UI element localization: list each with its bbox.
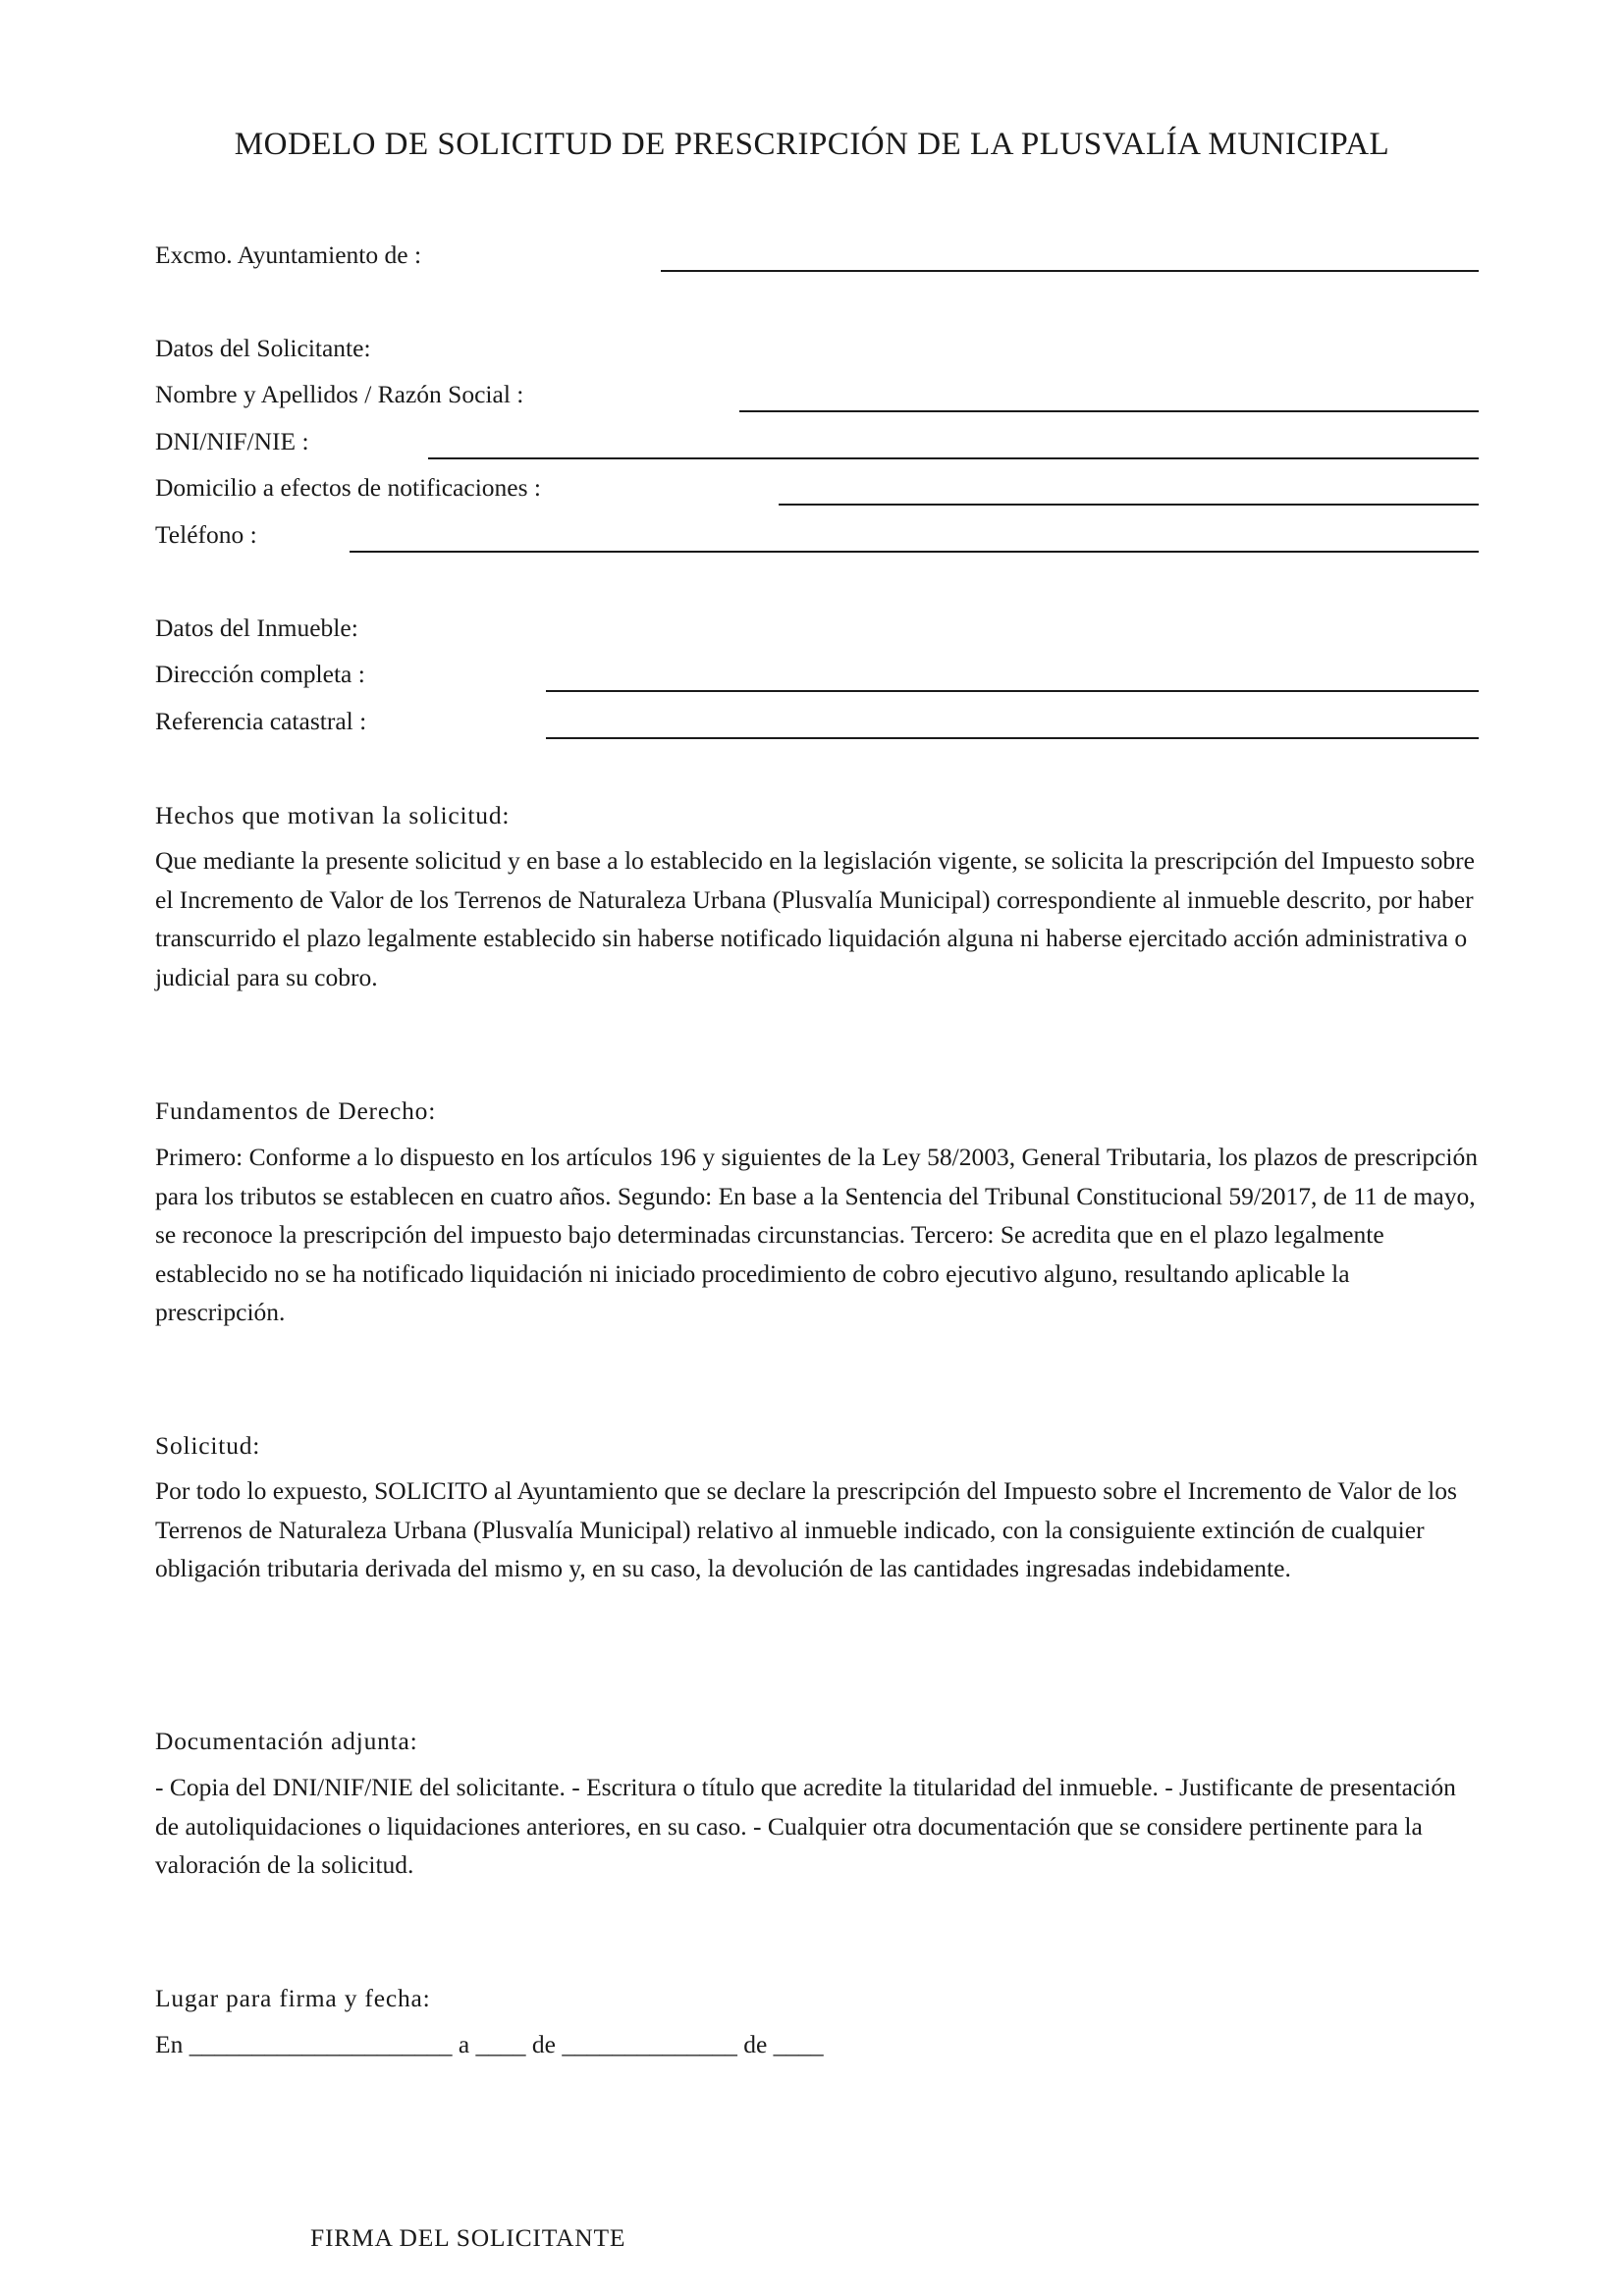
- fundamentos-heading: Fundamentos de Derecho:: [155, 1096, 437, 1125]
- direccion-field-line[interactable]: [546, 690, 1479, 692]
- hechos-paragraph: Que mediante la presente solicitud y en base a lo establecido en la legislación vigente, se solicita la prescripción del Impuesto sobre el Incremento de Valor de los Terrenos de Naturaleza Urbana (Plusvalía Municipal) correspondiente al inmueble descrito, por haber transcurrido el plazo legalmente establecido sin haberse notificado liquidación alguna ni haberse ejercitado acción administrativa o judicial para su cobro.: [155, 846, 1475, 991]
- hechos-heading: Hechos que motivan la solicitud:: [155, 801, 511, 829]
- telefono-label: Teléfono :: [155, 520, 257, 549]
- solicitud-heading: Solicitud:: [155, 1431, 261, 1460]
- nombre-field-line[interactable]: [739, 410, 1479, 412]
- signature-label: FIRMA DEL SOLICITANTE: [310, 2223, 626, 2252]
- documentacion-paragraph: - Copia del DNI/NIF/NIE del solicitante. - Escritura o título que acredite la titularidad del inmueble. - Justificante de presentación de autoliquidaciones o liquidaciones anteriores, en su caso. - Cualquier otra documentación que se considere pertinente para la valoración de la solicitud.: [155, 1773, 1456, 1880]
- solicitud-paragraph: Por todo lo expuesto, SOLICITO al Ayuntamiento que se declare la prescripción del Impuesto sobre el Incremento de Valor de los Terrenos de Naturaleza Urbana (Plusvalía Municipal) relativo al inmueble indicado, con la consiguiente extinción de cualquier obligación tributaria derivada del mismo y, en su caso, la devolución de las cantidades ingresadas indebidamente.: [155, 1476, 1457, 1583]
- direccion-label: Dirección completa :: [155, 660, 365, 688]
- documentacion-heading: Documentación adjunta:: [155, 1727, 418, 1755]
- referencia-label: Referencia catastral :: [155, 707, 367, 735]
- solicitante-heading: Datos del Solicitante:: [155, 334, 371, 362]
- place-date-line[interactable]: En _____________________ a ____ de ______________ de ____: [155, 2030, 824, 2058]
- firma-heading: Lugar para firma y fecha:: [155, 1984, 431, 2012]
- inmueble-heading: Datos del Inmueble:: [155, 614, 358, 642]
- nombre-label: Nombre y Apellidos / Razón Social :: [155, 380, 524, 408]
- domicilio-field-line[interactable]: [779, 504, 1479, 506]
- ayuntamiento-field-line[interactable]: [661, 270, 1479, 272]
- telefono-field-line[interactable]: [350, 551, 1479, 553]
- dni-label: DNI/NIF/NIE :: [155, 427, 309, 455]
- dni-field-line[interactable]: [428, 457, 1479, 459]
- domicilio-label: Domicilio a efectos de notificaciones :: [155, 473, 541, 502]
- document-title: MODELO DE SOLICITUD DE PRESCRIPCIÓN DE LA PLUSVALÍA MUNICIPAL: [234, 127, 1390, 162]
- fundamentos-paragraph: Primero: Conforme a lo dispuesto en los artículos 196 y siguientes de la Ley 58/2003, General Tributaria, los plazos de prescripción para los tributos se establecen en cuatro años. Segundo: En base a la Sentencia del Tribunal Constitucional 59/2017, de 11 de mayo, se reconoce la prescripción del impuesto bajo determinadas circunstancias. Tercero: Se acredita que en el plazo legalmente establecido no se ha notificado liquidación ni iniciado procedimiento de cobro ejecutivo alguno, resultando aplicable la prescripción.: [155, 1143, 1478, 1327]
- referencia-field-line[interactable]: [546, 737, 1479, 739]
- ayuntamiento-label: Excmo. Ayuntamiento de :: [155, 240, 422, 269]
